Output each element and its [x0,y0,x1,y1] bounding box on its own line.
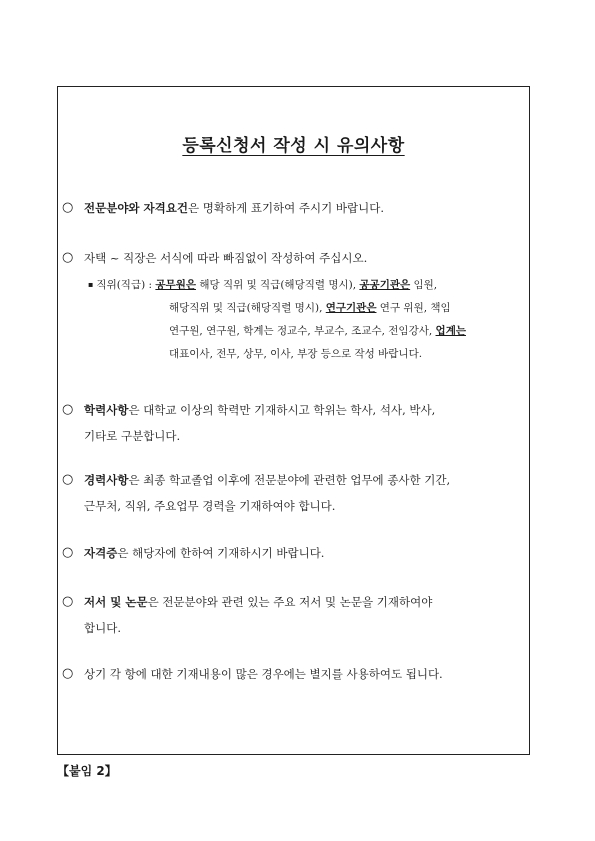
item-text: 기타로 구분합니다. [84,429,181,443]
note-text: 연구원, 연구원, 학계는 정교수, 부교수, 조교수, 전임강사, [169,325,436,337]
item-text: 은 해당자에 한하여 기재하시기 바랍니다. [117,546,325,560]
list-item [62,195,523,221]
list-item [62,540,523,566]
list-item [62,661,523,687]
notice-box [57,86,530,755]
note-text: 대표이사, 전무, 상무, 이사, 부장 등으로 작성 바랍니다. [169,348,423,360]
page-title: 등록신청서 작성 시 유의사항 [182,136,405,156]
item-lead: 전문분야와 자격요건 [84,201,188,215]
list-item [62,397,523,449]
note-text: 임원, [410,279,438,291]
circle-bullet-icon: ○ [62,250,74,265]
circle-bullet-icon: ○ [62,402,74,417]
circle-bullet-icon: ○ [62,472,74,487]
item-text: 은 명확하게 표기하여 주시기 바랍니다. [187,201,385,215]
list-item [62,467,523,519]
research-label: 연구기관은 [325,302,377,314]
item-text: 합니다. [84,621,121,635]
note-text: 연구 위원, 책임 [376,302,451,314]
item-text: 은 최종 학교졸업 이후에 전문분야에 관련한 업무에 종사한 기간, [128,473,451,487]
item-lead: 자격증 [84,546,118,560]
circle-bullet-icon: ○ [62,545,74,560]
square-bullet-icon: ▪ [88,280,94,289]
list-item [62,589,523,641]
note-text: 해당 직위 및 직급(해당직렬 명시), [195,279,360,291]
list-item [62,245,523,271]
note-text: 해당직위 및 직급(해당직렬 명시), [169,302,326,314]
item-lead: 저서 및 논문 [84,595,148,609]
item-text: 근무처, 직위, 주요업무 경력을 기재하여야 합니다. [84,499,336,513]
item-text: 은 대학교 이상의 학력만 기재하시고 학위는 학사, 석사, 박사, [128,403,436,417]
item-text: 자택 ~ 직장은 서식에 따라 빠짐없이 작성하여 주십시오. [84,251,368,265]
item-lead: 학력사항 [84,403,129,417]
circle-bullet-icon: ○ [62,594,74,609]
circle-bullet-icon: ○ [62,666,74,681]
attachment-label: 【붙임 2】 [57,764,117,778]
item-lead: 경력사항 [84,473,129,487]
position-note [88,273,523,366]
position-label: 직위(직급) : [96,279,156,291]
public-official-label: 공무원은 [155,279,196,291]
public-org-label: 공공기관은 [359,279,411,291]
item-text: 상기 각 항에 대한 기재내용이 많은 경우에는 별지를 사용하여도 됩니다. [84,667,443,681]
industry-label: 업계는 [435,325,466,337]
circle-bullet-icon: ○ [62,200,74,215]
item-text: 은 전문분야와 관련 있는 주요 저서 및 논문을 기재하여야 [147,595,433,609]
